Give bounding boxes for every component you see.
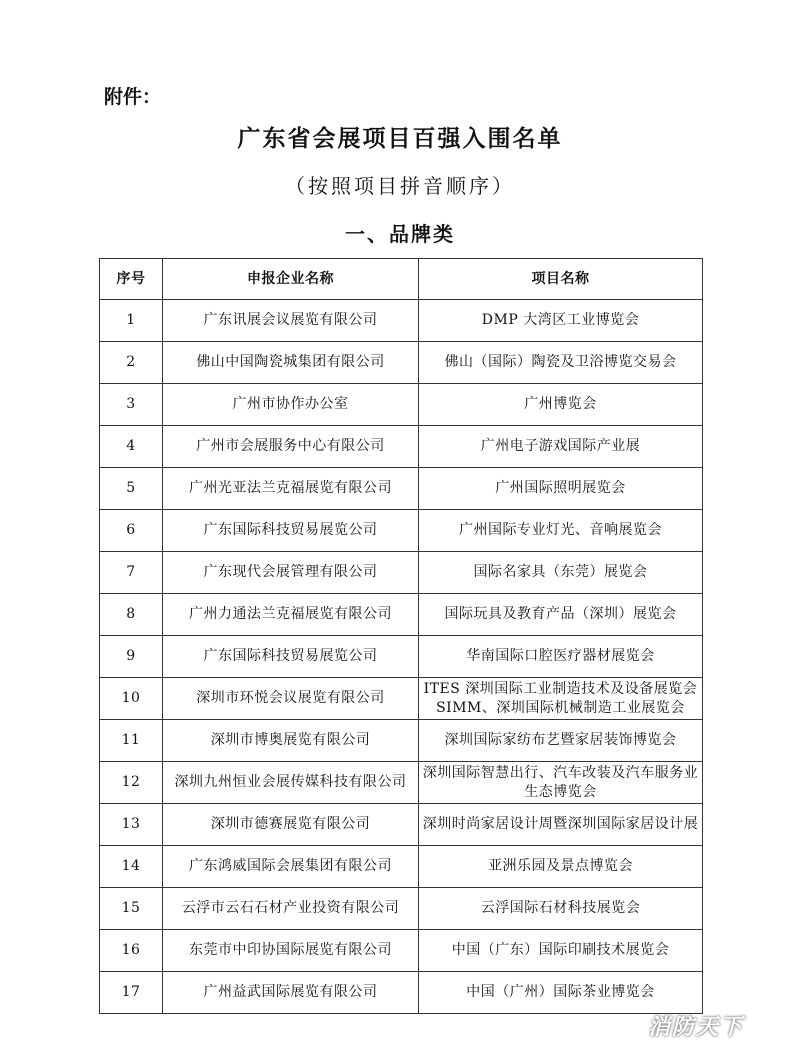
cell-project: 广州博览会 [419,384,703,426]
cell-project: 广州国际照明展览会 [419,468,703,510]
cell-company: 广东国际科技贸易展览公司 [163,636,419,678]
cell-company: 广州市协作办公室 [163,384,419,426]
shortlist-table [99,258,703,1014]
table-row [100,510,703,552]
cell-company: 广东讯展会议展览有限公司 [163,300,419,342]
cell-company: 广州市会展服务中心有限公司 [163,426,419,468]
table-row [100,384,703,426]
cell-index: 4 [100,426,163,468]
watermark-logo: 消防天下 [648,1015,745,1040]
cell-company: 云浮市云石石材产业投资有限公司 [163,888,419,930]
cell-project: 深圳时尚家居设计周暨深圳国际家居设计展 [419,804,703,846]
table-row [100,426,703,468]
cell-project: 云浮国际石材科技展览会 [419,888,703,930]
cell-company: 深圳市博奥展览有限公司 [163,720,419,762]
table-row [100,552,703,594]
cell-project: 广州国际专业灯光、音响展览会 [419,510,703,552]
table-row [100,594,703,636]
cell-index: 6 [100,510,163,552]
cell-project: 广州电子游戏国际产业展 [419,426,703,468]
cell-company: 广州力通法兰克福展览有限公司 [163,594,419,636]
cell-company: 深圳市德赛展览有限公司 [163,804,419,846]
cell-index: 14 [100,846,163,888]
table-row [100,804,703,846]
cell-company: 深圳市环悦会议展览有限公司 [163,678,419,720]
cell-company: 广州光亚法兰克福展览有限公司 [163,468,419,510]
cell-index: 16 [100,930,163,972]
cell-project: 中国（广州）国际茶业博览会 [419,972,703,1014]
cell-project: 国际名家具（东莞）展览会 [419,552,703,594]
cell-project: 深圳国际智慧出行、汽车改装及汽车服务业生态博览会 [419,762,703,804]
cell-company: 东莞市中印协国际展览有限公司 [163,930,419,972]
table-row [100,636,703,678]
cell-index: 17 [100,972,163,1014]
cell-project: ITES 深圳国际工业制造技术及设备展览会 SIMM、深圳国际机械制造工业展览会 [419,678,703,720]
cell-index: 1 [100,300,163,342]
table-row [100,720,703,762]
cell-company: 广东国际科技贸易展览公司 [163,510,419,552]
table-body [100,300,703,1014]
cell-index: 11 [100,720,163,762]
table-row [100,930,703,972]
document-subtitle: （按照项目拼音顺序） [285,174,515,198]
cell-project: 佛山（国际）陶瓷及卫浴博览交易会 [419,342,703,384]
header-index: 序号 [100,259,163,300]
cell-index: 15 [100,888,163,930]
cell-project: DMP 大湾区工业博览会 [419,300,703,342]
table-row [100,762,703,804]
table-row [100,300,703,342]
cell-company: 广州益武国际展览有限公司 [163,972,419,1014]
cell-project: 亚洲乐园及景点博览会 [419,846,703,888]
cell-index: 13 [100,804,163,846]
cell-project: 华南国际口腔医疗器材展览会 [419,636,703,678]
section-heading: 一、品牌类 [345,222,455,246]
cell-company: 深圳九州恒业会展传媒科技有限公司 [163,762,419,804]
table-row [100,468,703,510]
document-title: 广东省会展项目百强入围名单 [237,126,563,152]
cell-company: 广东鸿威国际会展集团有限公司 [163,846,419,888]
header-project: 项目名称 [419,259,703,300]
header-company: 申报企业名称 [163,259,419,300]
table-row [100,342,703,384]
cell-index: 3 [100,384,163,426]
cell-company: 广东现代会展管理有限公司 [163,552,419,594]
cell-project: 国际玩具及教育产品（深圳）展览会 [419,594,703,636]
attachment-label: 附件： [104,86,162,108]
cell-index: 10 [100,678,163,720]
table-row [100,678,703,720]
table-row [100,972,703,1014]
table-header-row [100,259,703,300]
table-row [100,888,703,930]
cell-project: 中国（广东）国际印刷技术展览会 [419,930,703,972]
cell-index: 5 [100,468,163,510]
cell-index: 2 [100,342,163,384]
cell-index: 12 [100,762,163,804]
cell-company: 佛山中国陶瓷城集团有限公司 [163,342,419,384]
cell-index: 7 [100,552,163,594]
cell-index: 9 [100,636,163,678]
cell-project: 深圳国际家纺布艺暨家居装饰博览会 [419,720,703,762]
table-row [100,846,703,888]
cell-index: 8 [100,594,163,636]
